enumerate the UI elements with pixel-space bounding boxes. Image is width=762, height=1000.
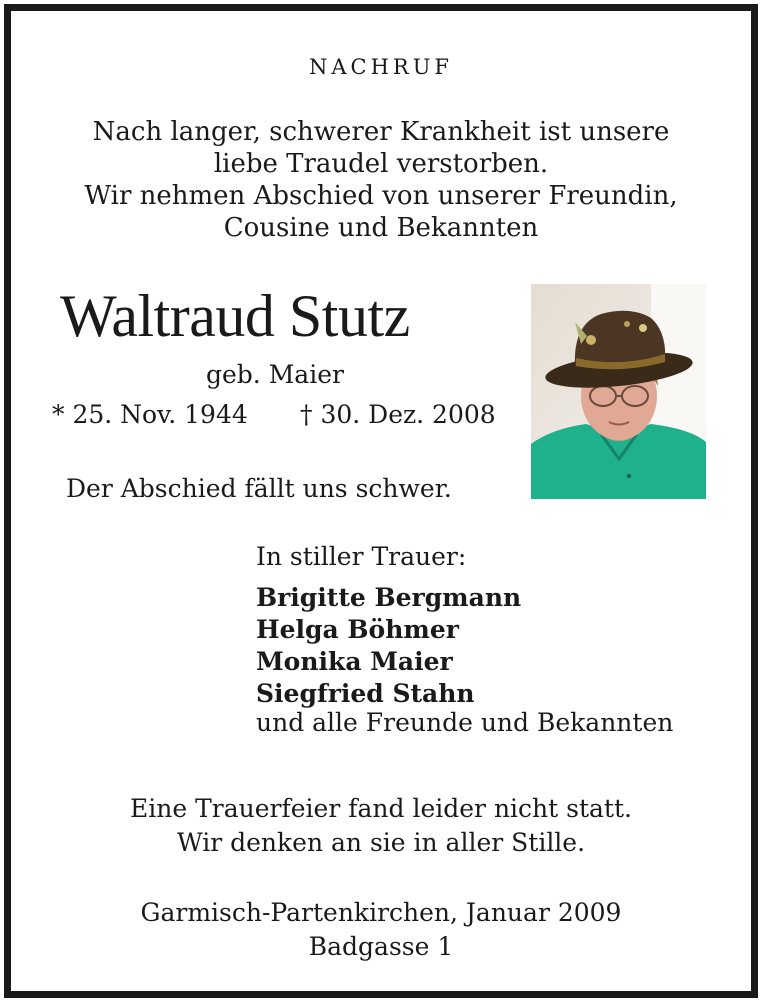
note-line-2: Wir denken an sie in aller Stille. — [176, 828, 586, 857]
intro-line-2: liebe Traudel verstorben. — [213, 149, 549, 179]
deceased-name: Waltraud Stutz — [60, 283, 410, 349]
mourner-name: Brigitte Bergmann — [256, 583, 522, 612]
place-and-date — [0, 896, 762, 964]
birth-date: * 25. Nov. 1944 — [52, 400, 248, 429]
birth-name: geb. Maier — [206, 360, 344, 389]
mourning-heading: In stiller Trauer: — [256, 542, 467, 571]
intro-line-3: Wir nehmen Abschied von unserer Freundin, — [84, 181, 678, 211]
address-line: Badgasse 1 — [308, 932, 454, 961]
portrait-photo — [531, 284, 706, 499]
note-line-1: Eine Trauerfeier fand leider nicht statt. — [130, 794, 632, 823]
other-mourners: und alle Freunde und Bekannten — [256, 708, 674, 737]
ceremony-note — [0, 792, 762, 860]
mourner-name: Siegfried Stahn — [256, 679, 475, 708]
intro-line-1: Nach langer, schwerer Krankheit ist unsere — [92, 117, 670, 147]
place-line: Garmisch-Partenkirchen, Januar 2009 — [140, 898, 622, 927]
notice-heading: NACHRUF — [308, 55, 453, 79]
mourner-name: Helga Böhmer — [256, 615, 459, 644]
intro-line-4: Cousine und Bekannten — [223, 213, 539, 243]
mourner-list — [256, 582, 521, 710]
mourner-name: Monika Maier — [256, 647, 453, 676]
closing-line: Der Abschied fällt uns schwer. — [66, 474, 452, 503]
intro-text — [0, 116, 762, 244]
death-date: † 30. Dez. 2008 — [300, 400, 496, 429]
